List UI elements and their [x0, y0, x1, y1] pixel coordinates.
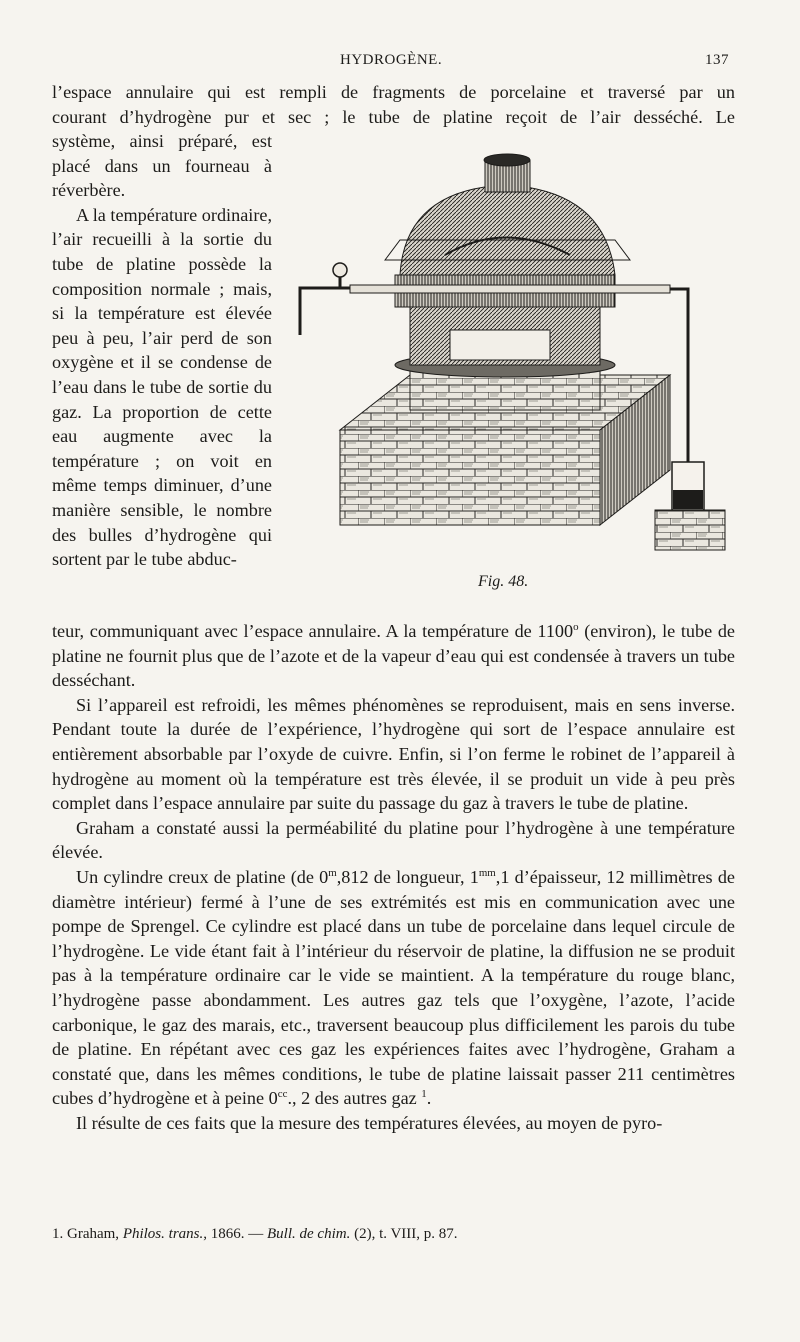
paragraph-result: Il résulte de ces faits que la mesure des températures élevées, au moyen de pyro- [76, 1112, 663, 1133]
furnace-engraving [280, 140, 740, 570]
narrow-column [52, 129, 272, 572]
paragraph-continuation [52, 619, 735, 693]
footnote-end: (2), t. VIII, p. 87. [350, 1226, 458, 1242]
footnote-ref[interactable]: 1 [421, 1088, 427, 1101]
main-text [52, 619, 735, 1135]
unit-mm: mm [478, 866, 496, 879]
footnote-journal-1: Philos. trans. [122, 1226, 204, 1242]
continuation-text-a: teur, communiquant avec l’espace annulaire. A la température de 1100 [52, 621, 574, 641]
footnote-marker: 1. [52, 1226, 64, 1242]
intro-lines [52, 80, 735, 129]
unit-m: m [328, 866, 337, 879]
intro-line-2: courant d’hydrogène pur et sec ; le tube de platine reçoit de l’air desséché. Le [52, 106, 735, 127]
paragraph-graham: Graham a constaté aussi la perméabilité du platine pour l’hydrogène à une température élevée. [52, 817, 735, 863]
cylinder-text-c: ,1 d’épaisseur, 12 millimètres de diamètre intérieur) fermé à l’une de ses extrémités est mis en communication avec une pompe de Sprengel. Ce cylindre est placé dans un tube de porcelaine dans lequel circule de l’hydrogène. Le vide étant fait à l’intérieur du réservoir de platine, la diffusion ne se produit pas à la température ordinaire car le vide se maintient. A la température du rouge blanc, l’hydrogène passe abondamment. Les autres gaz tels que l’oxygène, l’azote, l’acide carbonique, le gaz des marais, etc., traversent beaucoup plus difficilement les parois du tube de platine. En répétant avec ces gaz les expériences faites avec l’hydrogène, Graham a constaté que, dans les mêmes conditions, le tube de platine laissait passer 211 centimètres cubes d’hydrogène et à peine 0 [52, 866, 735, 1109]
furnace-figure [280, 140, 740, 575]
paragraph-cooling: Si l’appareil est refroidi, les mêmes phénomènes se reproduisent, mais en sens inverse. Pendant toute la durée de l’expérience, l’hydrogène qui sort de l’espace annulaire est entièrement absorbable par l’oxyde de cuivre. Enfin, si l’on ferme le robinet de l’appareil à hydrogène au moment où la température est très élevée, il se produit un vide à peu près complet dans l’espace annulaire par suite du passage du gaz à travers le tube de platine. [52, 694, 735, 814]
running-title: HYDROGÈNE. [340, 52, 443, 68]
cylinder-text-b: ,812 de longueur, 1 [336, 866, 479, 887]
footnote [52, 1224, 735, 1244]
unit-cc: cc [277, 1088, 288, 1101]
cylinder-text-e: . [426, 1088, 432, 1109]
footnote-middle: , 1866. — [203, 1226, 267, 1242]
paragraph-temperature: A la température ordinaire, l’air recueilli à la sortie du tube de platine possède la composition normale ; mais, si la température est élevée peu à peu, l’air perd de son oxygène et il se condense de l’eau dans le tube de sortie du gaz. La proportion de cette eau augmente avec la température ; on voit en même temps diminuer, d’une manière sensible, le nombre des bulles d’hydrogène qui sortent par le tube abduc- [52, 204, 272, 570]
footnote-author: Graham, [67, 1226, 123, 1242]
continuation-text-b: (environ), le tube de platine ne fournit plus que de l’azote et de la vapeur d’eau qui est condensée à travers un tube desséchant. [52, 621, 735, 691]
cylinder-text-a: Un cylindre creux de platine (de 0 [76, 866, 329, 887]
figure-caption: Fig. 48. [478, 573, 529, 590]
footnote-journal-2: Bull. de chim. [267, 1226, 351, 1242]
paragraph-system: système, ainsi préparé, est placé dans un fourneau à réverbère. [52, 131, 272, 201]
degree-mark: o [573, 620, 579, 633]
paragraph-cylinder [52, 865, 735, 1111]
page-number: 137 [705, 52, 729, 68]
cylinder-text-d: ., 2 des autres gaz [287, 1088, 422, 1109]
intro-line-1: l’espace annulaire qui est rempli de fragments de porcelaine et traversé par un [52, 82, 735, 102]
